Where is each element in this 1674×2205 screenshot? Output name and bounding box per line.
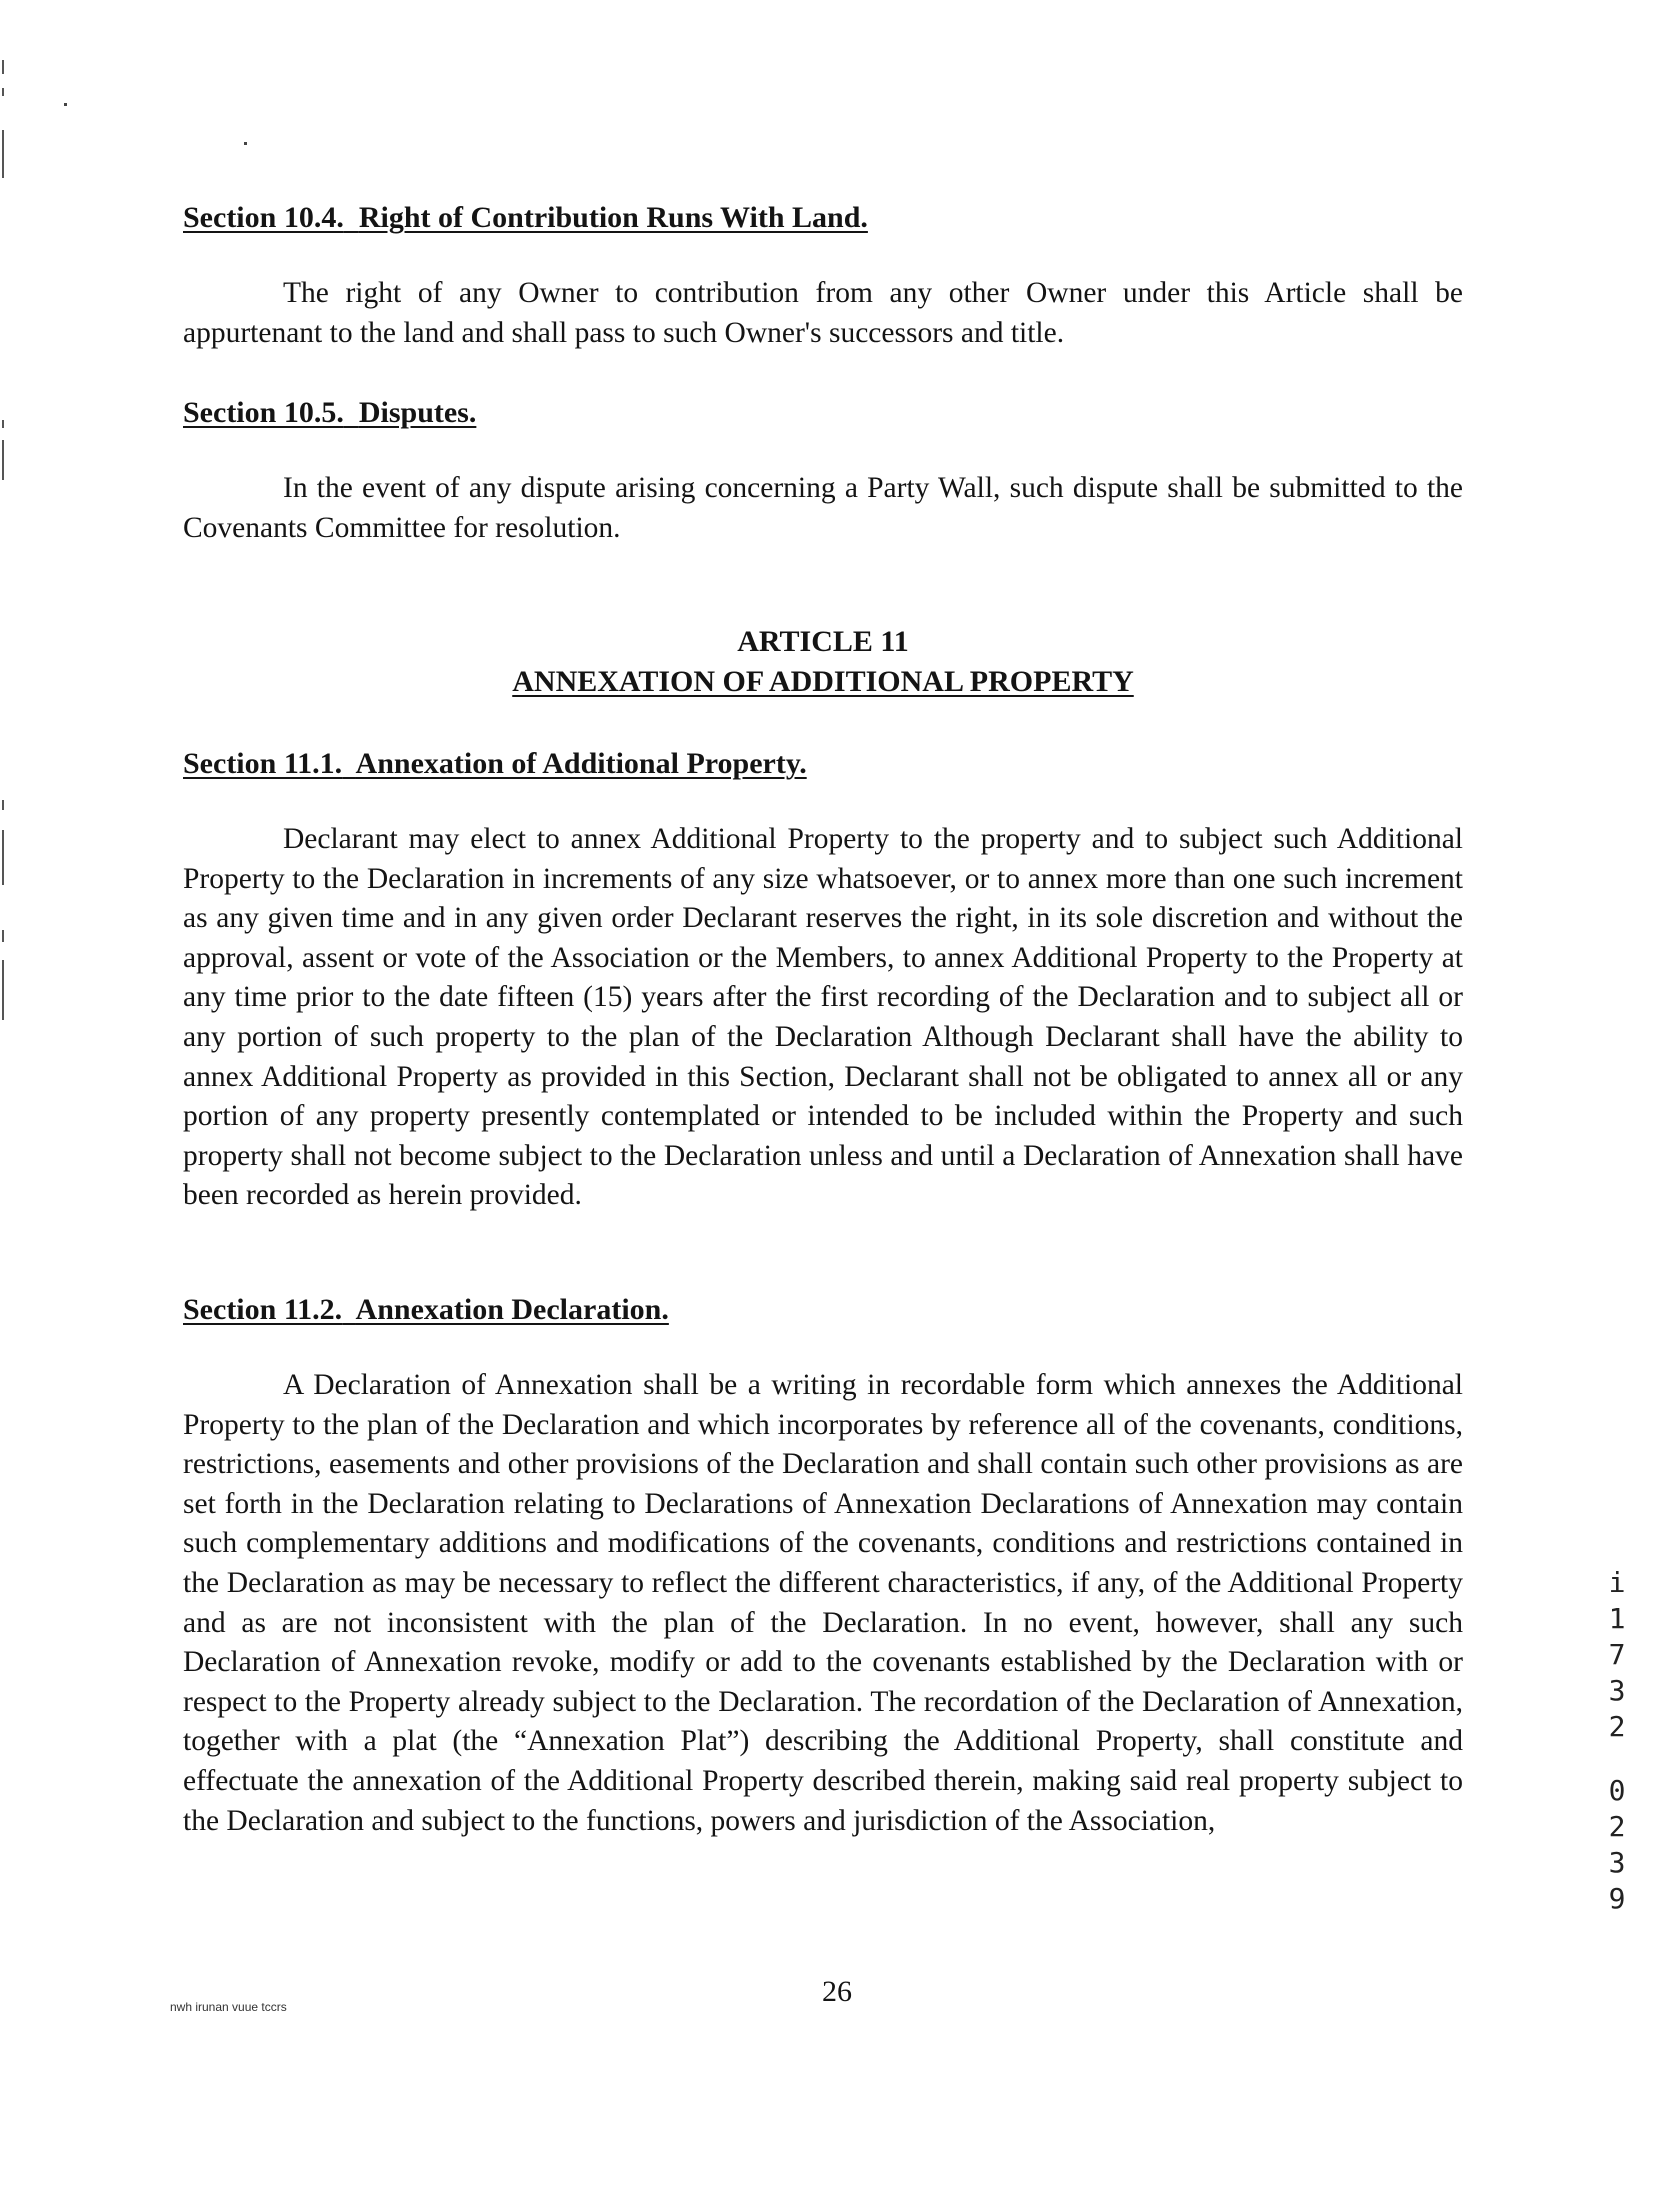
section-heading-11-2 bbox=[183, 1290, 1463, 1330]
scan-edge-mark bbox=[2, 60, 4, 74]
section-heading-11-1 bbox=[183, 744, 1463, 784]
stamp-digit: i bbox=[1608, 1566, 1626, 1599]
scan-edge-mark bbox=[2, 440, 4, 480]
section-number: Section 10.5. bbox=[183, 396, 344, 429]
section-title: Annexation of Additional Property. bbox=[355, 747, 807, 780]
scan-speck bbox=[64, 103, 67, 106]
section-number: Section 11.2. bbox=[183, 1293, 343, 1326]
section-number: Section 10.4. bbox=[183, 201, 344, 234]
scan-edge-mark bbox=[2, 800, 4, 810]
section-title: Disputes. bbox=[358, 396, 477, 429]
stamp-digit: 0 bbox=[1608, 1774, 1626, 1807]
page-number: 26 bbox=[822, 1975, 852, 2008]
article-number: ARTICLE 11 bbox=[737, 625, 909, 658]
section-heading-10-5 bbox=[183, 393, 1463, 433]
scan-edge-mark bbox=[2, 830, 4, 885]
stamp-gap bbox=[1605, 1745, 1629, 1773]
section-body-10-5: In the event of any dispute arising concerning a Party Wall, such dispute shall be submitted to the Covenants Committee for resolution. bbox=[183, 472, 1463, 544]
section-body-10-4: The right of any Owner to contribution from any other Owner under this Article shall be appurtenant to the land and shall pass to such Owner's successors and title. bbox=[183, 277, 1463, 349]
scan-edge-mark bbox=[2, 930, 4, 942]
article-title: ANNEXATION OF ADDITIONAL PROPERTY bbox=[512, 665, 1134, 698]
stamp-digit: 2 bbox=[1608, 1710, 1626, 1743]
scan-edge-mark bbox=[2, 130, 4, 178]
section-title: Right of Contribution Runs With Land. bbox=[358, 201, 868, 234]
scan-edge-mark bbox=[2, 88, 4, 96]
footer-file-label: nwh irunan vuue tccrs bbox=[170, 2000, 287, 2014]
stamp-digit: 7 bbox=[1608, 1638, 1626, 1671]
stamp-digit: 3 bbox=[1608, 1846, 1626, 1879]
recording-stamp bbox=[1605, 1565, 1629, 1917]
stamp-digit: 9 bbox=[1608, 1882, 1626, 1915]
stamp-digit: 3 bbox=[1608, 1674, 1626, 1707]
section-title: Annexation Declaration. bbox=[355, 1293, 669, 1326]
stamp-digit: 2 bbox=[1608, 1810, 1626, 1843]
scan-edge-mark bbox=[2, 420, 4, 428]
section-body-11-2: A Declaration of Annexation shall be a writing in recordable form which annexes the Additional Property to the plan of the Declaration and which incorporates by reference all of the covenants, conditions, restrictions, easements and other provisions of the Declaration and shall contain such other provisions as are set forth in the Declaration relating to Declarations of Annexation Declarations of Annexation may contain such complementary additions and modifications of the covenants, conditions and restrictions contained in the Declaration as may be necessary to reflect the different characteristics, if any, of the Additional Property and as are not inconsistent with the plan of the Declaration. In no event, however, shall any such Declaration of Annexation revoke, modify or add to the covenants established by the Declaration with or respect to the Property already subject to the Declaration. The recordation of the Declaration of Annexation, together with a plat (the “Annexation Plat”) describing the Additional Property, shall constitute and effectuate the annexation of the Additional Property described therein, making said real property subject to the Declaration and subject to the functions, powers and jurisdiction of the Association, bbox=[183, 1369, 1463, 1837]
section-number: Section 11.1. bbox=[183, 747, 343, 780]
section-heading-10-4 bbox=[183, 198, 1463, 238]
section-body-11-1: Declarant may elect to annex Additional Property to the property and to subject such Additional Property to the Declaration in increments of any size whatsoever, or to annex more than one such increment as any given time and in any given order Declarant reserves the right, in its sole discretion and without the approval, assent or vote of the Association or the Members, to annex Additional Property to the Property at any time prior to the date fifteen (15) years after the first recording of the Declaration and to subject all or any portion of such property to the plan of the Declaration Although Declarant shall have the ability to annex Additional Property as provided in this Section, Declarant shall not be obligated to annex all or any portion of any property presently contemplated or intended to be included within the Property and such property shall not become subject to the Declaration unless and until a Declaration of Annexation shall have been recorded as herein provided. bbox=[183, 823, 1463, 1212]
stamp-digit: 1 bbox=[1608, 1602, 1626, 1635]
scan-speck bbox=[244, 142, 247, 145]
scan-edge-mark bbox=[2, 960, 4, 1020]
